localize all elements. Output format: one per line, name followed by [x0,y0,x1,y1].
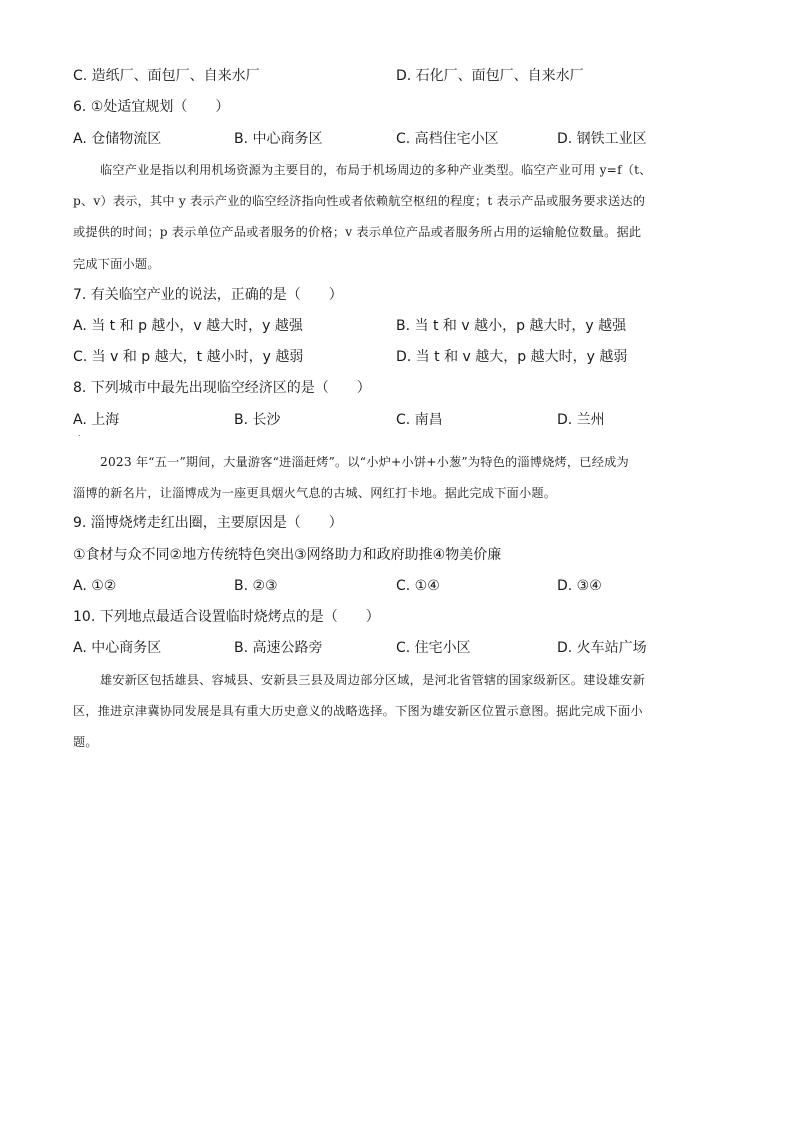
q6-option-c: C. 高档住宅小区 [396,131,499,147]
q8-option-b: B. 长沙 [234,412,281,428]
q9-option-a: A. ①② [73,578,117,594]
q6-stem: 6. ①处适宜规划（ ） [73,99,230,115]
q7-option-b: B. 当 t 和 v 越小，p 越大时，y 越强 [396,318,627,334]
passage3-line3: 题。 [73,735,98,749]
q10-option-a: A. 中心商务区 [73,640,162,656]
q5-option-c: C. 造纸厂、面包厂、自来水厂 [73,68,260,84]
q10-option-b: B. 高速公路旁 [234,640,323,656]
q7-stem: 7. 有关临空产业的说法，正确的是（ ） [73,287,343,303]
passage1-line4: 完成下面小题。 [73,257,160,271]
q8-option-d: D. 兰州 [557,412,605,428]
q9-option-c: C. ①④ [396,578,440,594]
q9-option-b: B. ②③ [234,578,278,594]
passage2-line2: 淄博的新名片，让淄博成为一座更具烟火气息的古城、网红打卡地。据此完成下面小题。 [73,486,557,500]
q8-option-a: A. 上海 [73,412,120,428]
q8-stem: 8. 下列城市中最先出现临空经济区的是（ ） [73,380,371,396]
q6-option-a: A. 仓储物流区 [73,131,162,147]
q9-items: ①食材与众不同②地方传统特色突出③网络助力和政府助推④物美价廉 [73,547,502,563]
q9-option-d: D. ③④ [557,578,602,594]
passage1-line3: 或提供的时间；p 表示单位产品或者服务的价格；v 表示单位产品或者服务所占用的运输舱位数量。据此 [73,225,642,239]
passage2-line1: 2023 年“五一”期间，大量游客“进淄赶烤”。以“小炉+小饼+小葱”为特色的淄博烧烤，已经成为 [100,455,629,469]
q10-option-d: D. 火车站广场 [557,640,647,656]
q7-option-a: A. 当 t 和 p 越小，v 越大时，y 越强 [73,318,303,334]
passage3-line2: 区，推进京津冀协同发展是具有重大历史意义的战略选择。下图为雄安新区位置示意图。据此完成下面小 [73,704,643,718]
q6-option-d: D. 钢铁工业区 [557,131,647,147]
q7-option-d: D. 当 t 和 v 越大，p 越大时，y 越弱 [396,349,628,365]
stray-mark: . [78,429,81,438]
q7-option-c: C. 当 v 和 p 越大，t 越小时，y 越弱 [73,349,304,365]
q6-option-b: B. 中心商务区 [234,131,323,147]
q9-stem: 9. 淄博烧烤走红出圈，主要原因是（ ） [73,515,343,531]
passage1-line1: 临空产业是指以利用机场资源为主要目的，布局于机场周边的多种产业类型。临空产业可用 y=f（t、 [100,163,652,177]
q5-option-d: D. 石化厂、面包厂、自来水厂 [396,68,584,84]
q8-option-c: C. 南昌 [396,412,443,428]
passage3-line1: 雄安新区包括雄县、容城县、安新县三县及周边部分区域，是河北省管辖的国家级新区。建设雄安新 [100,673,646,687]
q10-stem: 10. 下列地点最适合设置临时烧烤点的是（ ） [73,609,380,625]
q10-option-c: C. 住宅小区 [396,640,471,656]
passage1-line2: p、v）表示，其中 y 表示产业的临空经济指向性或者依赖航空枢纽的程度；t 表示产品或服务要求送达的 [73,194,646,208]
